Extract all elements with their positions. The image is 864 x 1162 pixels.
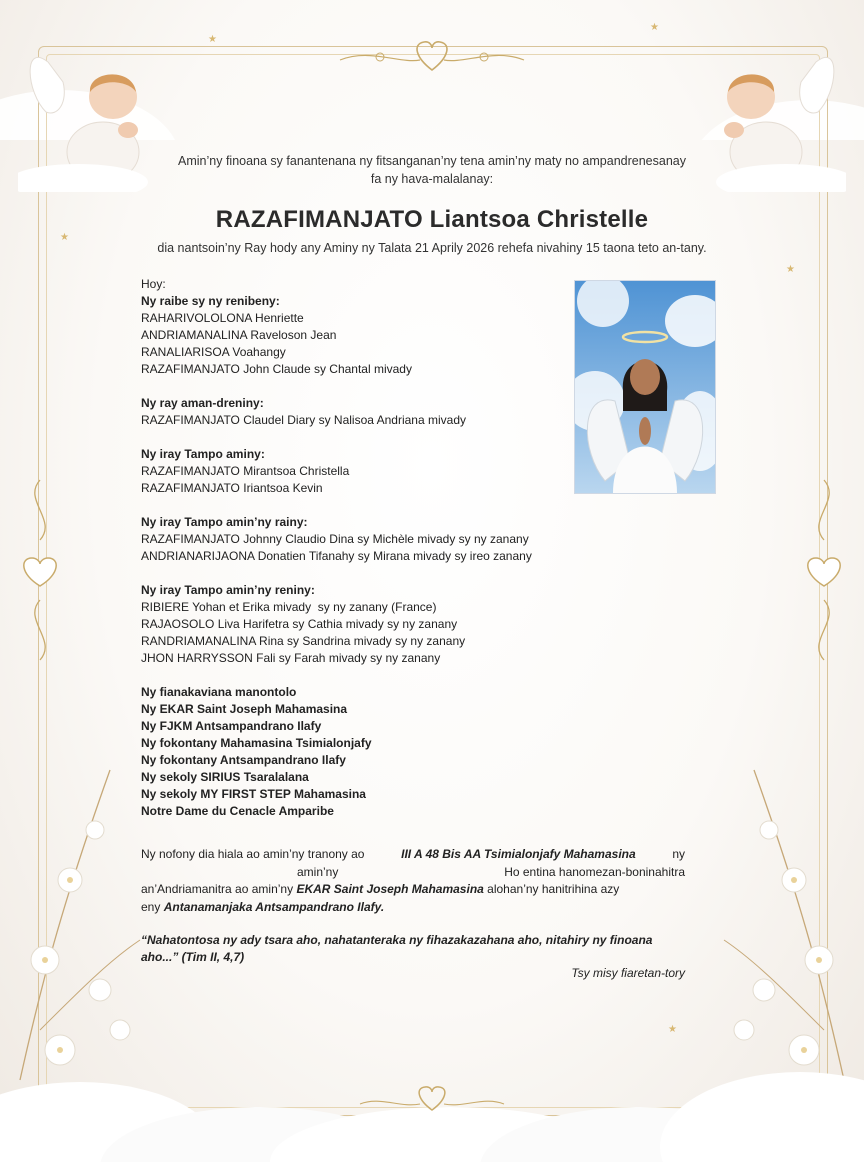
star-icon: ★ bbox=[60, 232, 69, 243]
list-item: RIBIERE Yohan et Erika mivady sy ny zanany (France) bbox=[141, 600, 437, 614]
left-angel-icon bbox=[18, 22, 158, 192]
group-title-parents: Ny ray aman-dreniny: bbox=[141, 396, 264, 410]
list-item: RAZAFIMANJATO Mirantsoa Christella bbox=[141, 464, 350, 478]
star-icon: ★ bbox=[650, 22, 659, 33]
list-item: Ny fianakaviana manontolo bbox=[141, 685, 297, 699]
top-heart-ornament bbox=[320, 30, 544, 80]
group-title-maternal: Ny iray Tampo amin’ny reniny: bbox=[141, 583, 315, 597]
funeral-details bbox=[141, 846, 685, 916]
list-item: RAHARIVOLOLONA Henriette bbox=[141, 311, 304, 325]
closing-text: Ho entina hanomezan-boninahitra bbox=[504, 864, 685, 879]
left-heart-ornament bbox=[12, 470, 68, 670]
group-title-grandparents: Ny raibe sy ny renibeny: bbox=[141, 294, 280, 308]
list-item: RAZAFIMANJATO John Claude sy Chantal mivady bbox=[141, 362, 412, 376]
star-icon: ★ bbox=[668, 1024, 677, 1035]
bottom-clouds bbox=[0, 952, 864, 1162]
intro-text bbox=[140, 152, 724, 188]
list-item: RAZAFIMANJATO Claudel Diary sy Nalisoa Andriana mivady bbox=[141, 413, 466, 427]
right-heart-ornament bbox=[796, 470, 852, 670]
list-item: Ny fokontany Antsampandrano Ilafy bbox=[141, 753, 346, 767]
list-item: ANDRIAMANALINA Raveloson Jean bbox=[141, 328, 337, 342]
list-item: RAJAOSOLO Liva Harifetra sy Cathia mivady sy ny zanany bbox=[141, 617, 458, 631]
closing-sign: Tsy misy fiaretan-tory bbox=[571, 966, 685, 980]
home-address: III A 48 Bis AA Tsimialonjafy Mahamasina bbox=[401, 847, 636, 861]
closing-text: amin’ny bbox=[297, 864, 339, 879]
list-item: RANDRIAMANALINA Rina sy Sandrina mivady sy ny zanany bbox=[141, 634, 466, 648]
list-item: RANALIARISOA Voahangy bbox=[141, 345, 286, 359]
intro-line-1: Amin’ny finoana sy fanantenana ny fitsanganan’ny tena amin’ny maty no ampandrenesanay bbox=[178, 154, 686, 168]
right-angel-icon bbox=[706, 22, 846, 192]
church-name: EKAR Saint Joseph Mahamasina bbox=[296, 882, 484, 896]
bible-quote: “Nahatontosa ny ady tsara aho, nahatanteraka ny fihazakazahana aho, nitahiry ny finoana aho...” (Tim II, 4,7) bbox=[141, 933, 653, 964]
star-icon: ★ bbox=[786, 264, 795, 275]
announcement-subtitle: dia nantsoin’ny Ray hody any Aminy ny Talata 21 Aprily 2026 rehefa nivahiny 15 taona teto an-tany. bbox=[157, 241, 707, 255]
list-item: ANDRIANARIJAONA Donatien Tifanahy sy Mirana mivady sy ireo zanany bbox=[141, 549, 532, 563]
closing-text: alohan’ny hanitrihina azy bbox=[487, 882, 620, 896]
list-item: Ny FJKM Antsampandrano Ilafy bbox=[141, 719, 322, 733]
list-item: Ny sekoly SIRIUS Tsaralalana bbox=[141, 770, 309, 784]
list-item: JHON HARRYSSON Fali sy Farah mivady sy ny zanany bbox=[141, 651, 441, 665]
star-icon: ★ bbox=[208, 34, 217, 45]
list-item: Ny fokontany Mahamasina Tsimialonjafy bbox=[141, 736, 372, 750]
burial-place: Antanamanjaka Antsampandrano Ilafy. bbox=[163, 899, 385, 914]
closing-text: eny bbox=[141, 899, 161, 914]
closing-text: ny bbox=[672, 847, 685, 861]
group-title-paternal: Ny iray Tampo amin’ny rainy: bbox=[141, 515, 308, 529]
list-item: RAZAFIMANJATO Johnny Claudio Dina sy Michèle mivady sy ny zanany bbox=[141, 532, 529, 546]
list-item: Notre Dame du Cenacle Amparibe bbox=[141, 804, 334, 818]
list-item: Ny EKAR Saint Joseph Mahamasina bbox=[141, 702, 348, 716]
hoy-label: Hoy: bbox=[141, 277, 166, 291]
intro-line-2: fa ny hava-malalanay: bbox=[370, 172, 494, 186]
deceased-name: RAZAFIMANJATO Liantsoa Christelle bbox=[215, 206, 649, 233]
closing-text: an’Andriamanitra ao amin’ny bbox=[141, 882, 294, 896]
list-item: Ny sekoly MY FIRST STEP Mahamasina bbox=[141, 787, 366, 801]
bottom-heart-ornament bbox=[320, 1080, 544, 1120]
closing-text: Ny nofony dia hiala ao amin’ny tranony ao bbox=[141, 847, 365, 861]
family-list bbox=[141, 276, 701, 820]
list-item: RAZAFIMANJATO Iriantsoa Kevin bbox=[141, 481, 323, 495]
group-title-siblings: Ny iray Tampo aminy: bbox=[141, 447, 265, 461]
